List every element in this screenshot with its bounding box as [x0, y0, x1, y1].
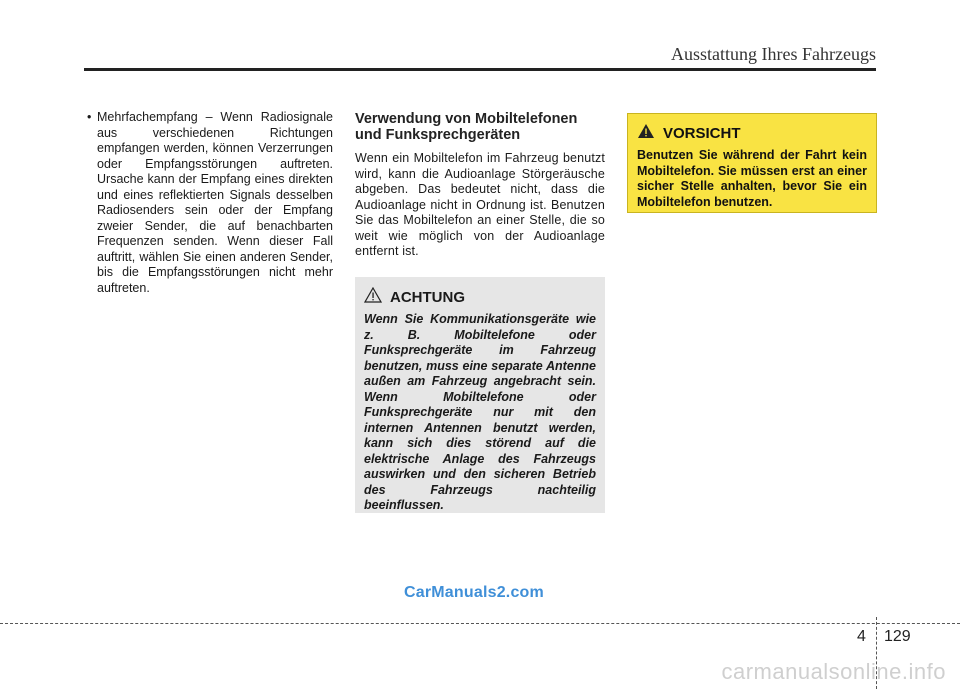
warning-filled-icon: [637, 123, 655, 144]
vorsicht-title-row: [637, 123, 867, 144]
bullet-dot: •: [87, 110, 92, 124]
section-heading: Verwendung von Mobiltelefonen und Funksprechgeräten: [355, 111, 578, 143]
watermark-link[interactable]: CarManuals2.com: [404, 584, 544, 601]
running-header-title: Ausstattung Ihres Fahrzeugs: [671, 44, 876, 64]
achtung-box: [355, 277, 605, 513]
vorsicht-body: Benutzen Sie während der Fahrt kein Mobiltelefon. Sie müssen erst an einer sicher Stelle anhalten, bevor Sie ein Mobiltelefon benutzen.: [637, 148, 867, 209]
section-paragraph: Wenn ein Mobiltelefon im Fahrzeug benutzt wird, kann die Audioanlage Störgeräusche abgeben. Das bedeutet nicht, dass die Audioanlage nicht in Ordnung ist. Benutzen Sie das Mobiltelefon an einer Stelle, die so weit wie möglich von der Audioanlage entfernt ist.: [355, 151, 605, 258]
mobile-phone-section: [355, 111, 605, 260]
bullet-text: Mehrfachempfang – Wenn Radiosignale aus verschiedenen Richtungen empfangen werden, können Verzerrungen oder Empfangsstörungen auftreten. Ursache kann der Empfang eines direkten und eines reflektierten Signals desselben Radiosenders sein oder der Empfang zweier Sender, die auf benachbarten Frequenzen senden. Wenn dieser Fall auftritt, wählen Sie einen anderen Sender, bis die Empfangsstörungen nicht mehr auftreten.: [97, 110, 333, 295]
warning-outline-icon: [364, 287, 382, 308]
vorsicht-title: VORSICHT: [663, 125, 741, 142]
chapter-number: 4: [857, 628, 866, 645]
footer-divider: [0, 623, 960, 624]
achtung-title: ACHTUNG: [390, 289, 465, 306]
bullet-column: [87, 110, 333, 296]
achtung-body: Wenn Sie Kommunikationsgeräte wie z. B. Mobiltelefone oder Funksprechgeräte im Fahrzeug benutzen, muss eine separate Antenne außen am Fahrzeug angebracht sein. Wenn Mobiltelefone oder Funksprechgeräte nur mit den internen Antennen benutzt werden, kann sich dies störend auf die elektrische Anlage des Fahrzeugs auswirken und den sicheren Betrieb des Fahrzeugs nachteilig beeinflussen.: [364, 312, 596, 512]
page-number: 129: [884, 628, 911, 645]
bullet-item: [87, 110, 333, 296]
vorsicht-box: [627, 113, 877, 213]
header-rule: [84, 68, 876, 71]
footer-site-watermark: carmanualsonline.info: [721, 659, 946, 684]
achtung-title-row: [364, 287, 596, 308]
